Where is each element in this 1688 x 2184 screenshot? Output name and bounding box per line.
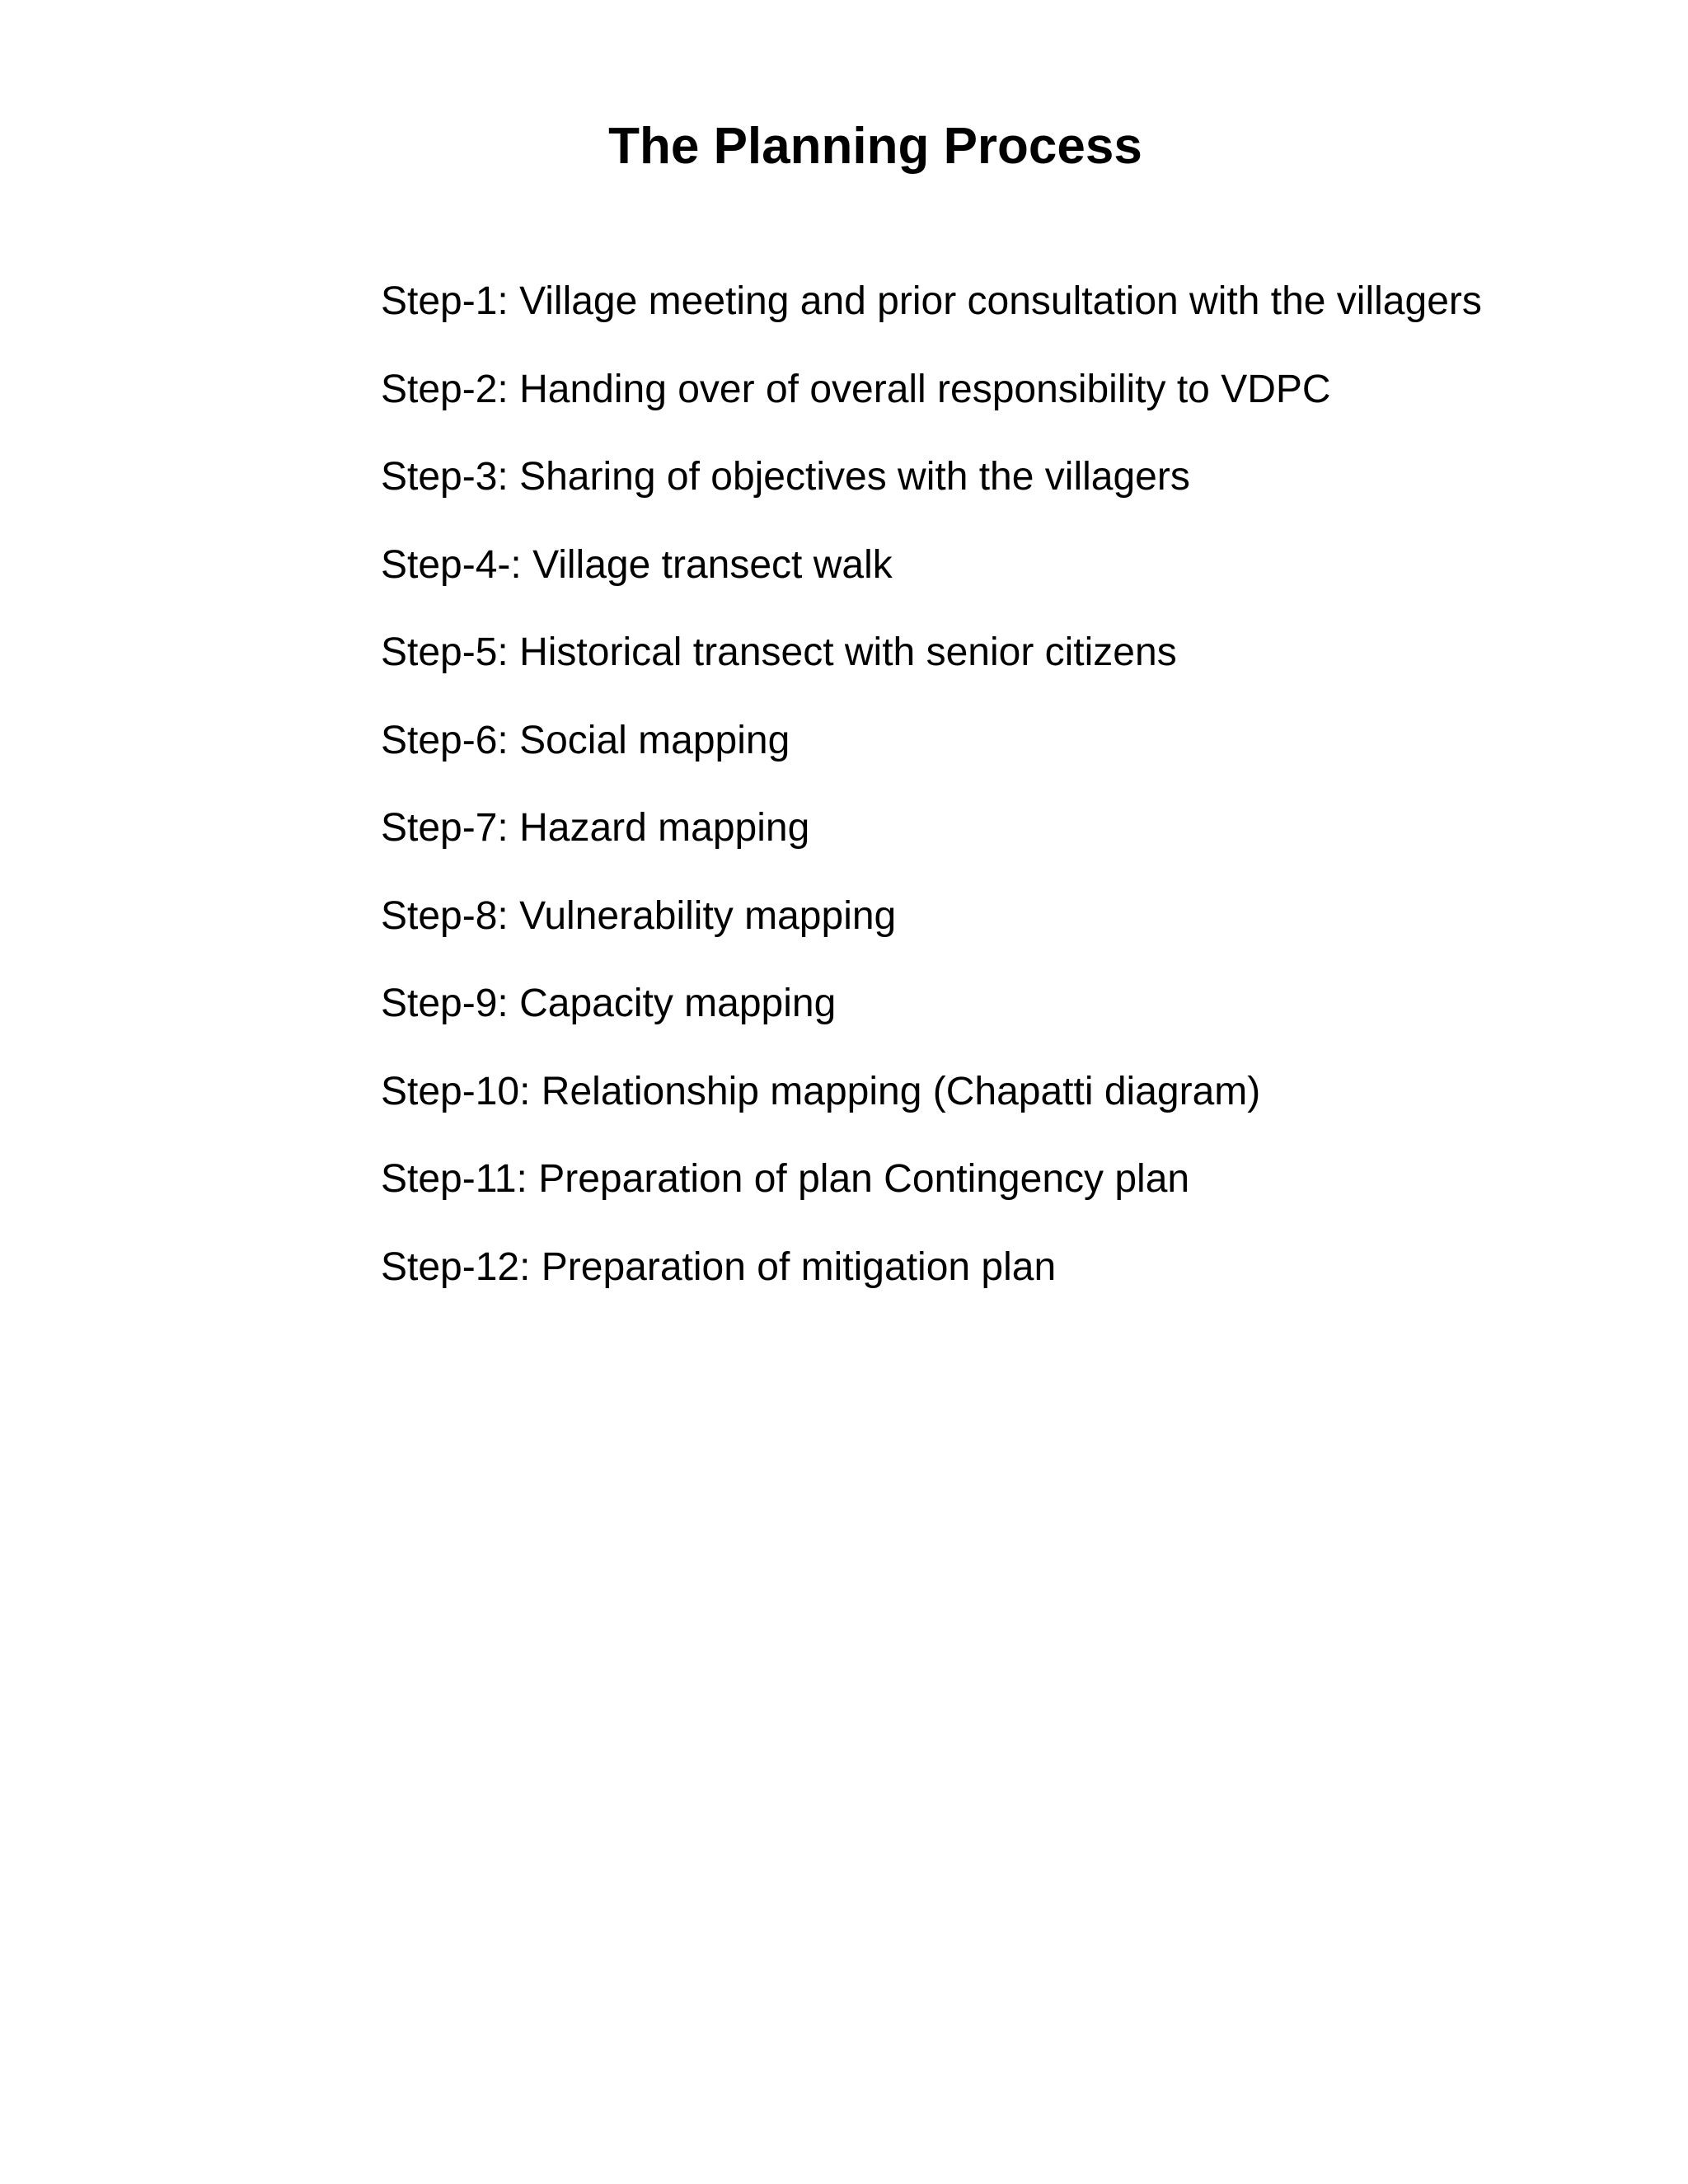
list-item: Step-9: Capacity mapping [381, 982, 837, 1025]
list-item: Step-2: Handing over of overall responsibility to VDPC [381, 367, 1331, 411]
list-item: Step-5: Historical transect with senior citizens [381, 630, 1177, 674]
list-item: Step-7: Hazard mapping [381, 806, 810, 850]
list-item: Step-4-: Village transect walk [381, 542, 893, 587]
list-item: Step-11: Preparation of plan Contingency plan [381, 1157, 1190, 1201]
list-item: Step-3: Sharing of objectives with the villagers [381, 455, 1190, 499]
list-item: Step-10: Relationship mapping (Chapatti diagram) [381, 1069, 1261, 1113]
steps-list [381, 279, 1482, 1332]
list-item: Step-1: Village meeting and prior consultation with the villagers [381, 279, 1482, 323]
list-item: Step-8: Vulnerability mapping [381, 893, 897, 938]
page-title: The Planning Process [608, 118, 1142, 175]
list-item: Step-12: Preparation of mitigation plan [381, 1244, 1057, 1289]
list-item: Step-6: Social mapping [381, 718, 790, 762]
